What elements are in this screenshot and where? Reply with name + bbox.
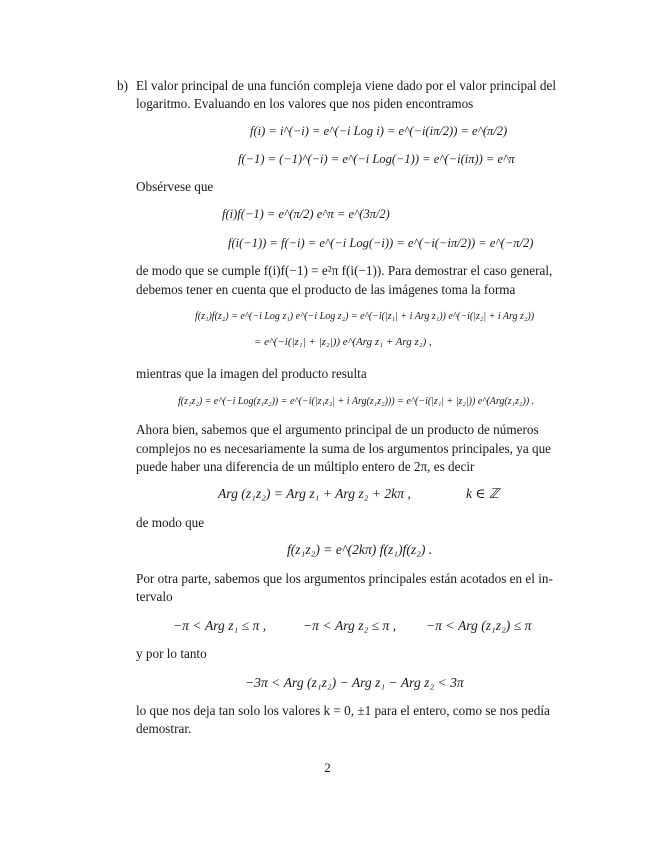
equation-image-of-product: f(z₁z₂) = e^(−i Log(z₁z₂)) = e^(−i(|z₁z₂| + i Arg(z₁z₂))) = e^(−i(|z₁| + |z₂|)) e^(Arg(z₁z₂)) . (178, 396, 535, 407)
text-line-9: puede haber una diferencia de un múltiplo entero de 2π, es decir (136, 459, 475, 474)
text-line-14: lo que nos deja tan solo los valores k = 0, ±1 para el entero, como se nos pedía (136, 703, 550, 718)
text-line-12: tervalo (136, 589, 173, 604)
equation-bound-arg-product: −π < Arg (z₁z₂) ≤ π (426, 618, 532, 633)
text-line-8: complejos no es necesariamente la suma de los argumentos principales, ya que (136, 441, 552, 456)
text-line-4: de modo que se cumple f(i)f(−1) = e²π f(i(−1)). Para demostrar el caso general, (136, 263, 553, 278)
equation-arg-product: Arg (z₁z₂) = Arg z₁ + Arg z₂ + 2kπ , (218, 486, 411, 501)
equation-bound-arg-z1: −π < Arg z₁ ≤ π , (173, 618, 267, 633)
equation-bound-arg-z2: −π < Arg z₂ ≤ π , (303, 618, 397, 633)
equation-product-values: f(i)f(−1) = e^(π/2) e^π = e^(3π/2) (222, 207, 390, 221)
equation-f-of-product: f(i(−1)) = f(−i) = e^(−i Log(−i)) = e^(−i(−iπ/2)) = e^(−π/2) (228, 236, 534, 250)
text-line-10: de modo que (136, 515, 205, 530)
equation-f-of-minus-one: f(−1) = (−1)^(−i) = e^(−i Log(−1)) = e^(−i(iπ)) = e^π (238, 152, 515, 166)
text-line-1: El valor principal de una función compleja viene dado por el valor principal del (136, 78, 557, 93)
text-line-5: debemos tener en cuenta que el producto de las imágenes toma la forma (136, 282, 516, 297)
text-line-2: logaritmo. Evaluando en los valores que nos piden encontramos (136, 96, 474, 111)
equation-product-of-images: f(z₁)f(z₂) = e^(−i Log z₁) e^(−i Log z₂) = e^(−i(|z₁| + i Arg z₁)) e^(−i(|z₂| + i Arg z₂)) (195, 311, 535, 322)
equation-product-of-images-cont: = e^(−i(|z₁| + |z₂|)) e^(Arg z₁ + Arg z₂) , (254, 336, 432, 348)
text-line-13: y por lo tanto (136, 646, 207, 661)
text-line-6: mientras que la imagen del producto resulta (136, 366, 367, 381)
equation-k-integer: k ∈ ℤ (466, 486, 500, 501)
item-marker: b) (117, 78, 128, 93)
page-number: 2 (324, 760, 331, 775)
text-line-11: Por otra parte, sabemos que los argumentos principales están acotados en el in- (136, 571, 553, 586)
equation-f-of-i: f(i) = i^(−i) = e^(−i Log i) = e^(−i(iπ/2)) = e^(π/2) (250, 124, 508, 138)
text-line-15: demostrar. (136, 721, 192, 736)
equation-relation: f(z₁z₂) = e^(2kπ) f(z₁)f(z₂) . (287, 542, 433, 557)
equation-combined-bound: −3π < Arg (z₁z₂) − Arg z₁ − Arg z₂ < 3π (245, 675, 464, 690)
text-line-3: Obsérvese que (136, 179, 214, 194)
text-line-7: Ahora bien, sabemos que el argumento principal de un producto de números (136, 422, 539, 437)
